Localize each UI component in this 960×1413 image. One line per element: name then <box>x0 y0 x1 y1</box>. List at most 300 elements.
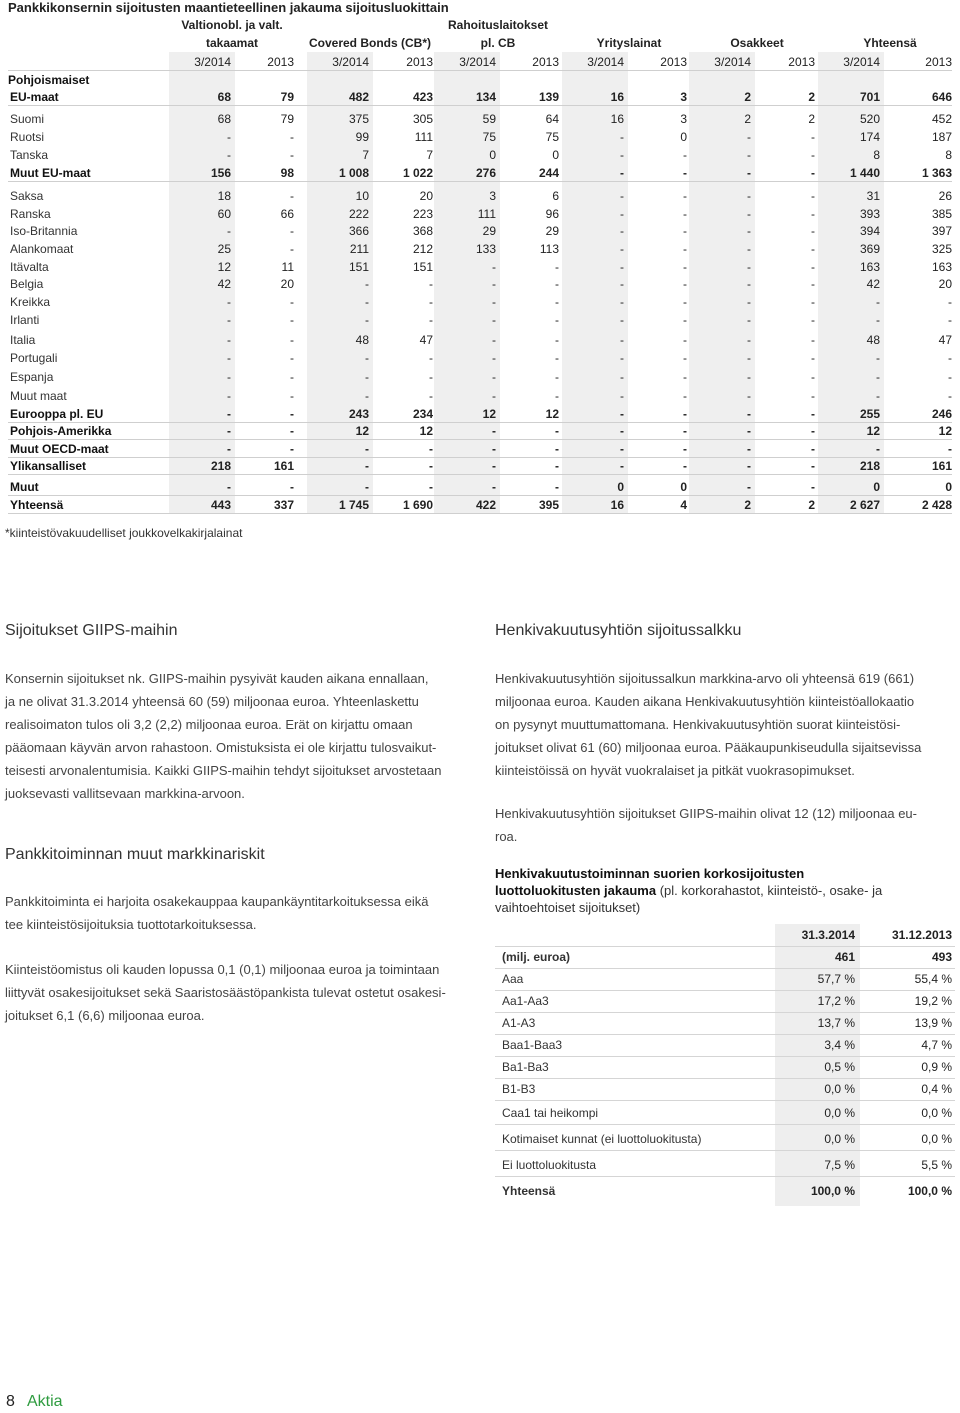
table-cell: - <box>429 277 433 291</box>
table-cell: - <box>811 148 815 162</box>
row-label: Espanja <box>10 370 54 384</box>
rating-value-2013: 13,9 % <box>914 1016 952 1030</box>
table-cell: - <box>620 424 624 438</box>
table-cell: - <box>620 351 624 365</box>
table-cell: - <box>876 370 880 384</box>
table-cell: - <box>227 148 231 162</box>
text-line: Henkivakuutusyhtiön sijoitussalkun markkina-arvo oli yhteensä 619 (661) <box>495 671 915 686</box>
table-cell: 96 <box>545 207 559 221</box>
table-cell: 369 <box>859 242 880 256</box>
table-cell: - <box>811 313 815 327</box>
rating-label: Ei luottoluokitusta <box>502 1158 597 1172</box>
table-cell: - <box>620 407 624 421</box>
table-cell: - <box>492 442 496 456</box>
rating-row <box>495 1128 955 1151</box>
rating-value-2013: 100,0 % <box>907 1184 952 1198</box>
table-cell: - <box>683 148 687 162</box>
rating-value-2013: 0,0 % <box>921 1106 952 1120</box>
table-cell: - <box>747 459 751 473</box>
table-cell: - <box>227 389 231 403</box>
table-cell: 337 <box>273 498 294 512</box>
table-cell: - <box>365 459 369 473</box>
rating-label: Ba1-Ba3 <box>502 1060 549 1074</box>
rating-value-2014: 461 <box>834 950 855 964</box>
table-cell: 16 <box>610 498 624 512</box>
table-cell: 75 <box>545 130 559 144</box>
table-cell: - <box>492 389 496 403</box>
table-title: Pankkikonsernin sijoitusten maantieteellinen jakauma sijoitusluokittain <box>8 0 449 15</box>
table-cell: 646 <box>931 90 952 104</box>
table-cell: - <box>555 389 559 403</box>
rating-row <box>495 1102 955 1125</box>
table-cell: - <box>811 189 815 203</box>
table-cell: - <box>811 333 815 347</box>
table-cell: 1 022 <box>402 166 433 180</box>
table-cell: - <box>365 370 369 384</box>
group-header-line1: Rahoituslaitokset <box>447 18 549 32</box>
table-cell: 16 <box>610 112 624 126</box>
table-cell: - <box>555 277 559 291</box>
row-label: Irlanti <box>10 313 40 327</box>
table-cell: - <box>811 166 815 180</box>
period-header: 2013 <box>660 55 687 69</box>
text-line: Pankkitoiminta ei harjoita osakekauppaa kaupankäyntitarkoituksessa eikä <box>5 894 429 909</box>
row-label: Alankomaat <box>10 242 74 256</box>
table-row <box>0 222 960 240</box>
table-cell: 452 <box>931 112 952 126</box>
rating-value-2014: 17,2 % <box>817 994 855 1008</box>
table-row <box>0 258 960 276</box>
table-cell: - <box>876 351 880 365</box>
table-cell: - <box>876 442 880 456</box>
table-cell: - <box>811 277 815 291</box>
table-cell: 79 <box>280 90 294 104</box>
table-row <box>0 405 960 423</box>
table-cell: 218 <box>210 459 231 473</box>
table-cell: - <box>492 459 496 473</box>
rating-value-2013: 0,0 % <box>921 1132 952 1146</box>
group-header-line1 <box>815 18 960 32</box>
table-cell: - <box>555 370 559 384</box>
text-line: liittyvät osakesijoitukset sekä Saaristosäästöpankista tulevat ostetut osakesi- <box>5 985 446 1000</box>
table-cell: 12 <box>355 424 369 438</box>
table-cell: 79 <box>280 112 294 126</box>
rating-value-2014: 100,0 % <box>810 1184 855 1198</box>
table-row <box>0 311 960 329</box>
row-label: Itävalta <box>10 260 49 274</box>
table-cell: 2 <box>744 112 751 126</box>
table-cell: - <box>948 370 952 384</box>
table-cell: 25 <box>217 242 231 256</box>
table-cell: - <box>811 224 815 238</box>
rating-row <box>495 1034 955 1057</box>
table-cell: - <box>811 442 815 456</box>
table-cell: 10 <box>355 189 369 203</box>
group-header-line2: pl. CB <box>480 36 516 50</box>
table-cell: 305 <box>412 112 433 126</box>
table-cell: - <box>747 224 751 238</box>
table-cell: - <box>365 277 369 291</box>
period-header: 3/2014 <box>194 55 231 69</box>
table-cell: 3 <box>489 189 496 203</box>
table-cell: 2 627 <box>849 498 880 512</box>
table-cell: - <box>429 370 433 384</box>
column-group-header <box>682 18 832 50</box>
table-cell: 2 <box>744 498 751 512</box>
table-cell: - <box>948 295 952 309</box>
table-cell: 59 <box>482 112 496 126</box>
table-cell: - <box>555 459 559 473</box>
table-cell: - <box>683 166 687 180</box>
table-cell: 218 <box>859 459 880 473</box>
rating-table-header <box>495 924 955 947</box>
table-cell: 2 428 <box>921 498 952 512</box>
table-cell: - <box>290 242 294 256</box>
table-cell: - <box>620 260 624 274</box>
table-cell: - <box>747 442 751 456</box>
table-cell: 0 <box>552 148 559 162</box>
period-header: 3/2014 <box>843 55 880 69</box>
table-cell: 99 <box>355 130 369 144</box>
rating-row <box>495 1180 955 1202</box>
table-cell: - <box>365 295 369 309</box>
table-cell: - <box>811 370 815 384</box>
table-cell: - <box>811 295 815 309</box>
table-cell: - <box>747 189 751 203</box>
table-cell: 151 <box>412 260 433 274</box>
table-row <box>0 331 960 349</box>
table-cell: - <box>620 189 624 203</box>
table-cell: 12 <box>866 424 880 438</box>
table-cell: - <box>555 295 559 309</box>
rating-value-2014: 0,0 % <box>824 1082 855 1096</box>
rating-value-2014: 0,5 % <box>824 1060 855 1074</box>
period-header: 2013 <box>788 55 815 69</box>
table-cell: - <box>876 295 880 309</box>
table-cell: 385 <box>931 207 952 221</box>
table-cell: 1 745 <box>338 498 369 512</box>
table-cell: 47 <box>419 333 433 347</box>
table-cell: - <box>747 277 751 291</box>
table-cell: - <box>747 295 751 309</box>
rating-col-header-2: 31.12.2013 <box>891 928 952 942</box>
table-cell: 20 <box>280 277 294 291</box>
table-cell: 0 <box>680 130 687 144</box>
rating-label: Aaa <box>502 972 524 986</box>
row-label: Portugali <box>10 351 58 365</box>
rating-value-2013: 4,7 % <box>921 1038 952 1052</box>
rating-value-2014: 13,7 % <box>817 1016 855 1030</box>
table-cell: - <box>492 295 496 309</box>
table-cell: 234 <box>412 407 433 421</box>
rating-row <box>495 990 955 1013</box>
table-cell: - <box>811 351 815 365</box>
group-header-line1: Valtionobl. ja valt. <box>181 18 283 32</box>
rating-value-2013: 0,9 % <box>921 1060 952 1074</box>
table-cell: 8 <box>873 148 880 162</box>
table-row <box>0 440 960 458</box>
table-cell: - <box>492 277 496 291</box>
table-cell: 187 <box>931 130 952 144</box>
paragraph-life-insurance <box>495 667 955 782</box>
text-line: kiinteistöissä on hyvät vuokralaiset ja pitkät vuokrasopimukset. <box>495 763 855 778</box>
table-cell: - <box>683 459 687 473</box>
table-cell: - <box>429 295 433 309</box>
table-cell: 6 <box>552 189 559 203</box>
table-cell: - <box>492 351 496 365</box>
text-line: tee kiinteistösijoituksia tuottotarkoituksessa. <box>5 917 257 932</box>
rating-row <box>495 946 955 969</box>
row-label: Muut maat <box>10 389 67 403</box>
text-line: on pysynyt muuttumattomana. Henkivakuutusyhtiön suorat kiinteistösi- <box>495 717 901 732</box>
table-cell: 42 <box>866 277 880 291</box>
period-header: 3/2014 <box>459 55 496 69</box>
table-cell: 244 <box>538 166 559 180</box>
rating-label: Baa1-Baa3 <box>502 1038 563 1052</box>
group-header-line2: Yrityslainat <box>596 36 662 50</box>
table-cell: 423 <box>412 90 433 104</box>
table-cell: - <box>555 424 559 438</box>
table-cell: - <box>227 480 231 494</box>
paragraph-market-risks-1 <box>5 890 475 936</box>
text-line: miljoonaa euroa. Kauden aikana Henkivakuutusyhtiön kiinteistöallokaatio <box>495 694 915 709</box>
table-cell: 29 <box>545 224 559 238</box>
table-cell: 223 <box>412 207 433 221</box>
table-cell: 482 <box>348 90 369 104</box>
rating-value-2013: 0,4 % <box>921 1082 952 1096</box>
row-label: Muut OECD-maat <box>10 442 109 456</box>
table-cell: 68 <box>217 90 231 104</box>
table-cell: - <box>683 333 687 347</box>
table-cell: 29 <box>482 224 496 238</box>
rating-label: Aa1-Aa3 <box>502 994 549 1008</box>
table-cell: 3 <box>680 112 687 126</box>
table-cell: - <box>227 351 231 365</box>
table-cell: - <box>492 313 496 327</box>
table-cell: - <box>683 407 687 421</box>
table-cell: - <box>429 480 433 494</box>
table-cell: 0 <box>617 480 624 494</box>
table-cell: - <box>492 370 496 384</box>
heading-market-risks: Pankkitoiminnan muut markkinariskit <box>5 846 265 863</box>
table-cell: 1 008 <box>338 166 369 180</box>
table-cell: - <box>620 166 624 180</box>
table-cell: - <box>555 313 559 327</box>
table-cell: 1 440 <box>849 166 880 180</box>
table-cell: 520 <box>859 112 880 126</box>
table-cell: - <box>492 480 496 494</box>
rating-row <box>495 1012 955 1035</box>
table-cell: - <box>683 313 687 327</box>
row-label: Iso-Britannia <box>10 224 78 238</box>
table-cell: 8 <box>945 148 952 162</box>
table-cell: 2 <box>808 112 815 126</box>
period-header: 2013 <box>925 55 952 69</box>
table-cell: - <box>747 351 751 365</box>
heading-life-insurance: Henkivakuutusyhtiön sijoitussalkku <box>495 622 742 639</box>
table-cell: - <box>492 333 496 347</box>
table-cell: - <box>620 224 624 238</box>
table-cell: 2 <box>744 90 751 104</box>
text-line: Kiinteistöomistus oli kauden lopussa 0,1 (0,1) miljoonaa euroa ja toimintaan <box>5 962 440 977</box>
table-cell: 1 363 <box>921 166 952 180</box>
table-cell: 3 <box>680 90 687 104</box>
row-label: Saksa <box>10 189 44 203</box>
table-cell: - <box>811 207 815 221</box>
row-label: Yhteensä <box>10 498 64 512</box>
table-cell: - <box>429 351 433 365</box>
table-cell: 366 <box>348 224 369 238</box>
table-cell: 66 <box>280 207 294 221</box>
table-row <box>0 422 960 440</box>
table-cell: - <box>290 333 294 347</box>
table-cell: 2 <box>808 498 815 512</box>
table-cell: - <box>747 370 751 384</box>
table-cell: 11 <box>281 260 294 274</box>
table-cell: - <box>683 389 687 403</box>
table-cell: 325 <box>931 242 952 256</box>
table-cell: 48 <box>866 333 880 347</box>
table-cell: 246 <box>931 407 952 421</box>
rating-value-2013: 19,2 % <box>914 994 952 1008</box>
table-cell: - <box>683 242 687 256</box>
table-cell: - <box>683 260 687 274</box>
table-cell: 16 <box>610 90 624 104</box>
table-cell: - <box>620 277 624 291</box>
table-cell: 139 <box>538 90 559 104</box>
table-cell: - <box>683 189 687 203</box>
table-cell: 47 <box>938 333 952 347</box>
column-group-header <box>815 18 960 50</box>
table-cell: - <box>747 242 751 256</box>
table-cell: - <box>365 442 369 456</box>
table-cell: - <box>683 442 687 456</box>
text-line: joitukset olivat 61 (60) miljoonaa euroa. Pääkaupunkiseudulla sijaitsevissa <box>495 740 922 755</box>
table-cell: - <box>290 480 294 494</box>
table-cell: - <box>620 389 624 403</box>
table-cell: - <box>620 442 624 456</box>
table-cell: 42 <box>217 277 231 291</box>
rating-value-2014: 7,5 % <box>824 1158 855 1172</box>
row-label: EU-maat <box>10 90 59 104</box>
table-cell: - <box>747 389 751 403</box>
table-cell: 113 <box>539 242 559 256</box>
table-row <box>0 110 960 128</box>
table-cell: 7 <box>362 148 369 162</box>
table-cell: 276 <box>475 166 496 180</box>
period-header: 2013 <box>267 55 294 69</box>
rating-label: Caa1 tai heikompi <box>502 1106 599 1120</box>
rating-label: A1-A3 <box>502 1016 536 1030</box>
table-row <box>0 88 960 106</box>
table-cell: 111 <box>477 207 496 221</box>
table-cell: - <box>227 224 231 238</box>
table-cell: 134 <box>475 90 496 104</box>
rating-value-2014: 0,0 % <box>824 1132 855 1146</box>
table-cell: - <box>429 459 433 473</box>
table-cell: 393 <box>859 207 880 221</box>
rating-value-2014: 57,7 % <box>817 972 855 986</box>
text-line: Konsernin sijoitukset nk. GIIPS-maihin pysyivät kauden aikana ennallaan, <box>5 671 429 686</box>
table-cell: 31 <box>866 189 880 203</box>
table-cell: - <box>811 389 815 403</box>
table-cell: 151 <box>348 260 369 274</box>
row-label: Tanska <box>10 148 49 162</box>
rating-value-2013: 5,5 % <box>921 1158 952 1172</box>
table-cell: 20 <box>419 189 433 203</box>
row-divider <box>8 181 952 182</box>
row-label: Ruotsi <box>10 130 45 144</box>
rating-label: Kotimaiset kunnat (ei luottoluokitusta) <box>502 1132 702 1146</box>
table-cell: - <box>429 442 433 456</box>
table-cell: - <box>492 260 496 274</box>
paragraph-market-risks-2 <box>5 958 475 1027</box>
table-cell: 701 <box>859 90 880 104</box>
table-cell: - <box>747 480 751 494</box>
table-cell: - <box>683 351 687 365</box>
heading-giips: Sijoitukset GIIPS-maihin <box>5 622 178 639</box>
group-header-line2: Covered Bonds (CB*) <box>308 36 431 50</box>
text-line: juoksevasti vallitsevaan markkina-arvoon. <box>5 786 245 801</box>
rating-col-header-1: 31.3.2014 <box>801 928 855 942</box>
text-line: ja ne olivat 31.3.2014 yhteensä 60 (59) miljoonaa euroa. Yhteenlaskettu <box>5 694 419 709</box>
table-cell: - <box>290 224 294 238</box>
rating-row <box>495 968 955 991</box>
table-cell: - <box>948 442 952 456</box>
table-cell: - <box>492 424 496 438</box>
table-cell: - <box>876 389 880 403</box>
table-cell: 133 <box>475 242 496 256</box>
row-divider <box>8 474 952 475</box>
table-cell: 12 <box>938 424 952 438</box>
table-cell: 0 <box>873 480 880 494</box>
table-cell: 368 <box>412 224 433 238</box>
table-cell: 2 <box>808 90 815 104</box>
table-cell: - <box>365 313 369 327</box>
table-cell: - <box>811 242 815 256</box>
table-row <box>0 146 960 164</box>
table-cell: - <box>811 130 815 144</box>
row-divider <box>8 105 952 106</box>
table-cell: 1 690 <box>402 498 433 512</box>
table-cell: - <box>429 389 433 403</box>
table-row <box>0 205 960 223</box>
table-cell: - <box>747 313 751 327</box>
table-cell: - <box>747 207 751 221</box>
period-header: 3/2014 <box>587 55 624 69</box>
table-cell: 7 <box>426 148 433 162</box>
table-cell: - <box>290 295 294 309</box>
row-label: Ylikansalliset <box>10 459 87 473</box>
table-cell: 243 <box>348 407 369 421</box>
table-cell: - <box>227 313 231 327</box>
rating-table-title: Henkivakuutustoiminnan suorien korkosijoitusten luottoluokitusten jakauma (pl. korkorahastot, kiinteistö-, osake- ja vaihtoehtoiset sijoitukset) <box>495 866 883 915</box>
table-row <box>0 240 960 258</box>
table-row <box>0 368 960 386</box>
paragraph-giips-life <box>495 802 955 848</box>
table-cell: 163 <box>931 260 952 274</box>
table-cell: - <box>429 313 433 327</box>
table-cell: - <box>290 189 294 203</box>
table-cell: - <box>620 333 624 347</box>
table-cell: - <box>227 442 231 456</box>
table-cell: 0 <box>489 148 496 162</box>
table-cell: - <box>290 389 294 403</box>
table-row <box>0 293 960 311</box>
table-cell: 68 <box>217 112 231 126</box>
rating-value-2014: 3,4 % <box>824 1038 855 1052</box>
rating-value-2013: 493 <box>931 950 952 964</box>
